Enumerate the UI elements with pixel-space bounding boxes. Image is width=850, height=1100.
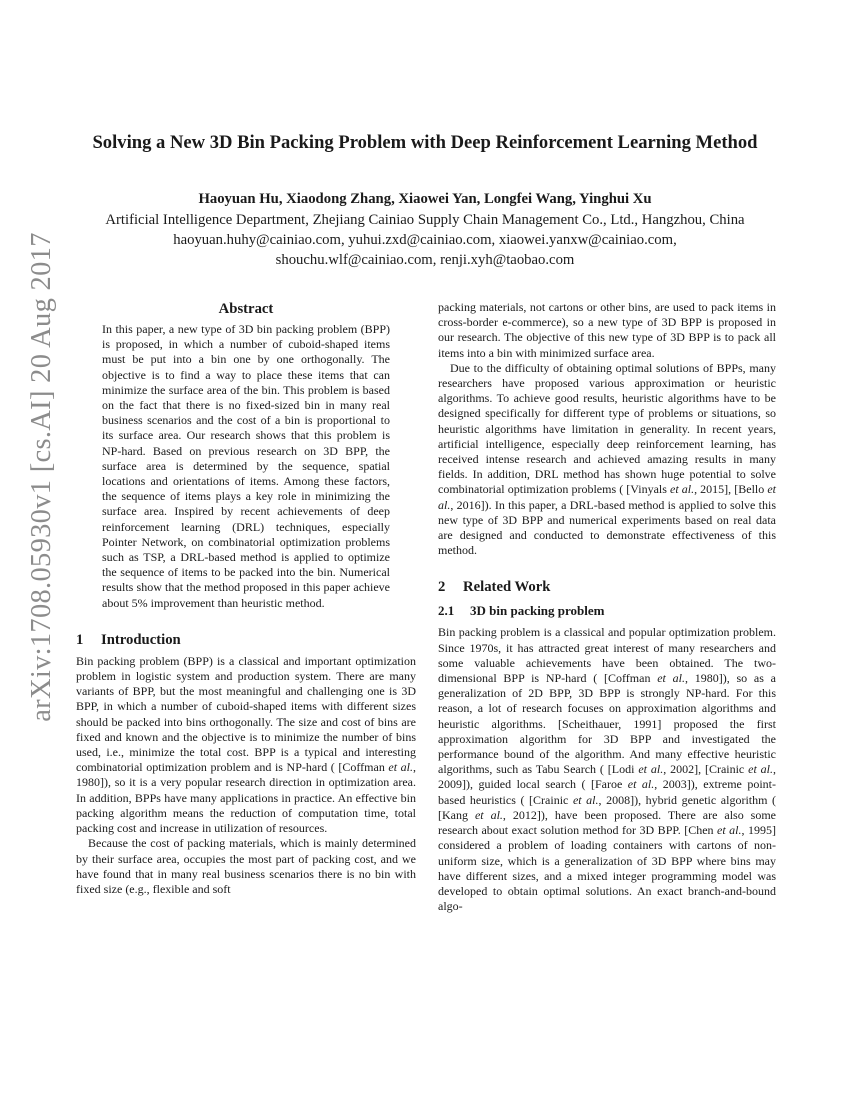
text-run: , 1980]), so it is a very popular research direction in optimization area. In addition, BPPs have many applications in practice. An effective bin packing algorithm means the reduction of computation time, total packing cost and increase in utilization of resources. <box>76 760 416 836</box>
citation-etal: et al. <box>748 762 774 777</box>
text-run: Due to the difficulty of obtaining optimal solutions of BPPs, many researchers have proposed various approximation or heuristic algorithms. To achieve good results, heuristic algorithms have to be designed specifically for different type of problems or situations, so heuristic algorithms have limitation in generality. In recent years, artificial intelligence, especially deep reinforcement learning, has received intense research and achieved amazing results in many fields. In addition, DRL method has shown huge potential to solve combinatorial optimization problems ( [Vinyals <box>438 360 776 497</box>
citation-etal: et al. <box>638 762 664 777</box>
section-title: Related Work <box>463 579 551 596</box>
section-title: Introduction <box>101 631 181 648</box>
section-heading-related-work <box>438 578 776 596</box>
paper-title: Solving a New 3D Bin Packing Problem with Deep Reinforcement Learning Method <box>92 132 758 153</box>
citation-etal: et al. <box>627 777 655 792</box>
author-list: Haoyuan Hu, Xiaodong Zhang, Xiaowei Yan, Longfei Wang, Yinghui Xu <box>198 191 652 207</box>
citation-etal: et al. <box>388 760 413 775</box>
section-number: 2 <box>438 579 446 596</box>
text-run: , 2002], [Crainic <box>663 762 749 777</box>
emails-line-2: shouchu.wlf@cainiao.com, renji.xyh@taobao.com <box>275 252 575 268</box>
citation-etal: et al. <box>717 823 742 838</box>
text-run: , 2016]). In this paper, a DRL-based method is applied to solve this new type of 3D BPP and numerical experiments based on real data are designed and conducted to demonstrate effectiveness of this method. <box>438 497 776 558</box>
affiliation: Artificial Intelligence Department, Zhejiang Cainiao Supply Chain Management Co., Ltd., Hangzhou, China <box>105 212 745 228</box>
author-emails <box>30 230 820 270</box>
text-run: Bin packing problem is a classical and popular optimization problem. Since 1970s, it has attracted great interest of many researchers and some valuable achievements have been obtained. The two-dimensional BPP is NP-hard ( [Coffman <box>438 625 776 686</box>
abstract-heading: Abstract <box>218 301 274 317</box>
related-work-paragraph <box>438 625 776 914</box>
citation-etal: et al. <box>657 671 685 686</box>
text-run: Bin packing problem (BPP) is a classical and important optimization problem in logistic system and production system. There are many variants of BPP, but the most meaningful and challenging one is 3D BPP, in which a number of cuboid-shaped items with different sizes should be packed into bins orthogonally. The size and cost of bins are fixed and known and the objective is to minimize the number of bins used, i.e., minimize the total cost. BPP is a typical and interesting combinatorial optimization problem and is NP-hard ( [Coffman <box>76 653 416 775</box>
text-run: , 2008]), hybrid genetic algorithm ( [Kang <box>438 792 777 822</box>
text-run: , 1980]), so as a generalization of 2D BPP, 3D BPP is strongly NP-hard. For this reason, a lot of research focuses on approximation algorithms and heuristic algorithms. [Scheithauer, 1991] proposed the first approximation algorithm for 3D BPP and investigated the performance bound of the algorithm. And many effective heuristic algorithms, such as Tabu Search ( [Lodi <box>438 671 777 777</box>
arxiv-identifier: arXiv:1708.05930v1 [cs.AI] 20 Aug 2017 <box>26 232 57 722</box>
subsection-title: 3D bin packing problem <box>470 603 605 619</box>
text-run: , 2012]), have been proposed. There are also some research about exact solution method for 3D BPP. [Chen <box>438 807 776 838</box>
intro-paragraph-1 <box>76 654 416 836</box>
text-run: , 2015], [Bello <box>694 482 768 497</box>
section-number: 1 <box>76 631 84 648</box>
abstract-text: In this paper, a new type of 3D bin packing problem (BPP) is proposed, in which a number of cuboid-shaped items must be put into a bin one by one orthogonally. The objective is to find a way to place these items that can minimize the surface area of the bin. This problem is based on the fact that there is no fixed-sized bin in many real business scenarios and the cost of a bin is proportional to its surface area. Our research shows that this problem is NP-hard. Based on previous research on 3D BPP, the surface area is determined by the sequence, spatial locations and orientations of items. Among these factors, the sequence of items plays a key role in minimizing the surface area. Inspired by recent achievements of deep reinforcement learning (DRL) techniques, especially Pointer Network, on combinatorial optimization problems such as TSP, a DRL-based method is applied to optimize the sequence of items to be packed into the bin. Numerical results show that the method proposed in this paper achieve about 5% improvement than heuristic method. <box>102 322 390 610</box>
citation-etal: et al. <box>474 807 503 822</box>
left-column <box>76 300 416 897</box>
subsection-number: 2.1 <box>438 603 455 619</box>
right-column <box>438 300 776 914</box>
text-run: , 1995] considered a problem of loading containers with cartons of non-uniform size, which is a generalization of 3D BPP where bins may have different sizes, and a mixed integer programming model was developed to obtain optimal solutions. An exact branch-and-bound algo- <box>438 823 776 914</box>
citation-etal: et al. <box>670 482 695 497</box>
emails-line-1: haoyuan.huhy@cainiao.com, yuhui.zxd@cainiao.com, xiaowei.yanxw@cainiao.com, <box>173 232 677 248</box>
intro-paragraph-continued: packing materials, not cartons or other bins, are used to pack items in cross-border e-commerce), so a new type of 3D BPP is proposed in our research. The objective of this new type of 3D BPP is to pack all items into a bin with minimized surface area. <box>438 300 776 360</box>
text-run: , 2009]), guided local search ( [Faroe <box>438 762 777 792</box>
section-heading-introduction <box>76 631 416 649</box>
subsection-heading-3d-bpp <box>438 602 776 619</box>
intro-paragraph-3 <box>438 361 776 559</box>
intro-paragraph-2: Because the cost of packing materials, which is mainly determined by their surface area, occupies the most part of packing cost, and we have found that in many real business scenarios there is no bin with fixed size (e.g., flexible and soft <box>76 836 416 896</box>
citation-etal: et al. <box>572 792 599 807</box>
citation-etal: et al. <box>438 482 777 512</box>
text-run: , 2003]), extreme point-based heuristics ( [Crainic <box>438 777 777 807</box>
